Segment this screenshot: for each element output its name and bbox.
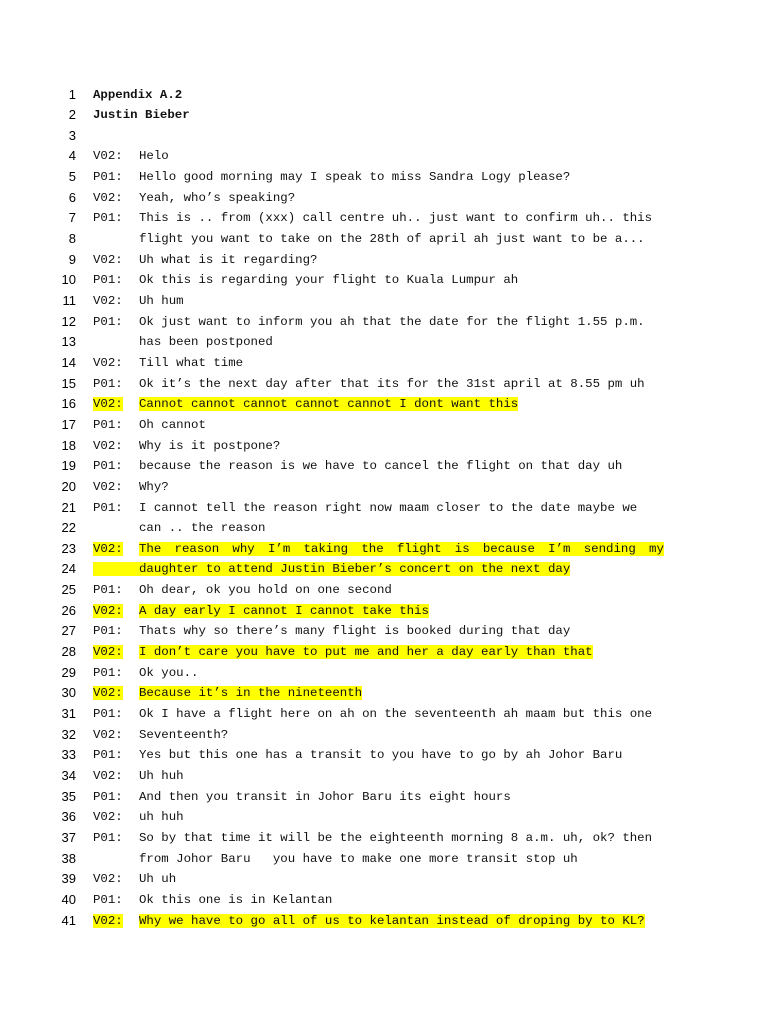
transcript-line — [0, 270, 768, 291]
transcript-line — [0, 229, 768, 250]
utterance-text: Seventeenth? — [139, 727, 229, 742]
utterance-text: Ok this is regarding your flight to Kuala Lumpur ah — [139, 273, 519, 288]
transcript-line — [0, 725, 768, 746]
heading-text: Appendix A.2 — [93, 87, 183, 102]
line-number: 15 — [61, 375, 76, 391]
line-number: 7 — [68, 210, 76, 226]
speaker-label: V02: — [93, 252, 123, 267]
line-number: 32 — [61, 726, 76, 742]
transcript-line — [0, 663, 768, 684]
transcript-line — [0, 580, 768, 601]
transcript-line — [0, 477, 768, 498]
heading-text: Justin Bieber — [93, 108, 190, 123]
transcript-line — [0, 312, 768, 333]
line-number: 30 — [61, 685, 76, 701]
line-number: 3 — [68, 127, 76, 143]
utterance-text: Why? — [139, 479, 169, 494]
speaker-label: P01: — [93, 314, 123, 329]
utterance-text: can .. the reason — [139, 521, 266, 536]
word: taking — [303, 541, 349, 556]
line-number: 20 — [61, 478, 76, 494]
transcript-line — [0, 518, 768, 539]
transcript-line — [0, 436, 768, 457]
word: The — [139, 541, 162, 556]
transcript-line — [0, 126, 768, 147]
speaker-label: V02: — [93, 294, 123, 308]
transcript-line — [0, 911, 768, 932]
line-number: 14 — [61, 354, 76, 370]
line-number: 29 — [61, 664, 76, 680]
utterance-text: Uh what is it regarding? — [139, 252, 318, 267]
utterance-text: A day early I cannot I cannot take this — [139, 603, 429, 618]
utterance-text: because the reason is we have to cancel the flight on that day uh — [139, 459, 623, 474]
utterance-text: Because it’s in the nineteenth — [139, 686, 363, 701]
speaker-label: V02: — [93, 541, 123, 556]
speaker-label: P01: — [93, 417, 123, 432]
utterance-text: Oh dear, ok you hold on one second — [139, 583, 392, 598]
line-number: 9 — [68, 251, 76, 267]
transcript-line — [0, 167, 768, 188]
line-number: 38 — [61, 850, 76, 866]
line-number: 24 — [61, 561, 76, 577]
transcript-line — [0, 456, 768, 477]
speaker-label: V02: — [93, 810, 123, 825]
transcript-line — [0, 745, 768, 766]
line-number: 25 — [61, 582, 76, 598]
line-number: 10 — [61, 272, 76, 288]
utterance-text: Uh huh — [139, 768, 184, 783]
utterance-text: Ok just want to inform you ah that the date for the flight 1.55 p.m. — [139, 314, 645, 329]
line-number: 23 — [61, 540, 76, 556]
utterance-text: So by that time it will be the eighteenth morning 8 a.m. uh, ok? then — [139, 830, 653, 845]
utterance-text: And then you transit in Johor Baru its eight hours — [139, 789, 511, 804]
line-number: 36 — [61, 809, 76, 825]
line-number: 5 — [68, 169, 76, 185]
word: why — [232, 541, 255, 556]
speaker-label: V02: — [93, 479, 123, 494]
line-number: 28 — [61, 644, 76, 660]
transcript-line — [0, 869, 768, 890]
speaker-label: P01: — [93, 170, 123, 185]
line-number: 11 — [62, 293, 76, 308]
transcript-line — [0, 849, 768, 870]
transcript-line — [0, 374, 768, 395]
speaker-label: P01: — [93, 273, 123, 288]
line-number: 34 — [61, 767, 76, 783]
utterance-text: daughter to attend Justin Bieber’s concert on the next day — [139, 562, 571, 577]
speaker-label: P01: — [93, 376, 123, 391]
line-number: 18 — [61, 437, 76, 453]
line-number: 2 — [68, 107, 76, 123]
utterance-text: Cannot cannot cannot cannot cannot I dont want this — [139, 397, 519, 412]
line-number: 37 — [61, 829, 76, 845]
utterance-text: Ok you.. — [139, 665, 199, 680]
speaker-label: P01: — [93, 707, 123, 721]
speaker-label: P01: — [93, 500, 123, 515]
utterance-text — [139, 542, 664, 556]
transcript-line — [0, 394, 768, 415]
utterance-text: Helo — [139, 149, 169, 164]
line-number: 4 — [68, 148, 76, 164]
line-number: 17 — [61, 416, 76, 432]
line-number: 26 — [61, 602, 76, 618]
speaker-label: P01: — [93, 892, 123, 907]
utterance-text: Till what time — [139, 355, 244, 370]
utterance-text: Uh uh — [139, 872, 177, 887]
transcript-line — [0, 332, 768, 353]
transcript-line — [0, 498, 768, 519]
line-number: 6 — [68, 189, 76, 205]
word: is — [454, 541, 470, 556]
speaker-label: P01: — [93, 459, 123, 474]
transcript-line — [0, 642, 768, 663]
line-number: 13 — [61, 334, 76, 350]
speaker-label: V02: — [93, 727, 123, 742]
utterance-text: Ok it’s the next day after that its for the 31st april at 8.55 pm uh — [139, 376, 645, 391]
speaker-label — [93, 562, 139, 576]
utterance-text: This is .. from (xxx) call centre uh.. just want to confirm uh.. this — [139, 211, 653, 226]
word: reason — [174, 541, 220, 556]
speaker-label: P01: — [93, 211, 123, 226]
line-number: 12 — [61, 313, 76, 329]
line-number: 22 — [61, 520, 76, 536]
speaker-label: V02: — [93, 438, 123, 453]
transcript-line — [0, 208, 768, 229]
transcript-line — [0, 188, 768, 209]
transcript-line — [0, 683, 768, 704]
line-number: 1 — [68, 86, 76, 102]
line-number: 27 — [61, 623, 76, 639]
transcript-line — [0, 105, 768, 126]
word: because — [482, 541, 535, 556]
speaker-label: P01: — [93, 789, 123, 804]
utterance-text: Ok I have a flight here on ah on the seventeenth ah maam but this one — [139, 707, 653, 721]
utterance-text: uh huh — [139, 810, 184, 825]
transcript-line — [0, 539, 768, 560]
speaker-label: V02: — [93, 913, 123, 928]
line-number: 39 — [61, 871, 76, 887]
utterance-text: Hello good morning may I speak to miss Sandra Logy please? — [139, 170, 571, 185]
word: flight — [396, 541, 442, 556]
utterance-text: Uh hum — [139, 294, 184, 308]
utterance-text: Why we have to go all of us to kelantan instead of droping by to KL? — [139, 913, 645, 928]
transcript-line — [0, 353, 768, 374]
transcript-line — [0, 291, 768, 312]
utterance-text: Thats why so there’s many flight is booked during that day — [139, 624, 571, 639]
transcript-line — [0, 828, 768, 849]
utterance-text: has been postponed — [139, 335, 273, 350]
utterance-text: Ok this one is in Kelantan — [139, 892, 333, 907]
utterance-text: I cannot tell the reason right now maam closer to the date maybe we — [139, 500, 638, 515]
speaker-label: V02: — [93, 768, 123, 783]
speaker-label: V02: — [93, 603, 123, 618]
speaker-label: V02: — [93, 397, 123, 412]
utterance-text: Yeah, who’s speaking? — [139, 190, 296, 205]
transcript-line — [0, 85, 768, 106]
line-number: 40 — [61, 891, 76, 907]
word: sending — [583, 541, 636, 556]
line-number: 16 — [61, 396, 76, 412]
transcript-line — [0, 621, 768, 642]
speaker-label: V02: — [93, 149, 123, 164]
utterance-text: flight you want to take on the 28th of april ah just want to be a... — [139, 232, 645, 247]
transcript-line — [0, 787, 768, 808]
line-number: 33 — [61, 747, 76, 763]
line-number: 31 — [61, 706, 76, 721]
word: my — [649, 541, 664, 556]
transcript-line — [0, 766, 768, 787]
line-number: 35 — [61, 788, 76, 804]
line-number: 19 — [61, 458, 76, 474]
line-number: 8 — [68, 231, 76, 247]
speaker-label: P01: — [93, 748, 123, 763]
speaker-label: V02: — [93, 190, 123, 205]
utterance-text: Yes but this one has a transit to you have to go by ah Johor Baru — [139, 748, 623, 763]
transcript-line — [0, 250, 768, 271]
transcript-line — [0, 601, 768, 622]
speaker-label: V02: — [93, 686, 123, 701]
transcript-line — [0, 704, 768, 725]
speaker-label: P01: — [93, 665, 123, 680]
utterance-text: Why is it postpone? — [139, 438, 281, 453]
word: I’m — [267, 541, 291, 556]
speaker-label: V02: — [93, 645, 123, 660]
speaker-label: V02: — [93, 872, 123, 887]
line-number: 41 — [61, 912, 76, 928]
transcript-line — [0, 559, 768, 580]
speaker-label: P01: — [93, 624, 123, 639]
utterance-text: Oh cannot — [139, 417, 206, 432]
word: I’m — [548, 541, 571, 556]
transcript-line — [0, 415, 768, 436]
word: the — [361, 541, 384, 556]
speaker-label: P01: — [93, 583, 123, 598]
transcript-line — [0, 146, 768, 167]
transcript-line — [0, 890, 768, 911]
utterance-text: from Johor Baru you have to make one more transit stop uh — [139, 851, 578, 866]
utterance-text: I don’t care you have to put me and her a day early than that — [139, 645, 593, 660]
line-number: 21 — [61, 499, 76, 515]
transcript-line — [0, 807, 768, 828]
speaker-label: P01: — [93, 830, 123, 845]
speaker-label: V02: — [93, 355, 123, 370]
